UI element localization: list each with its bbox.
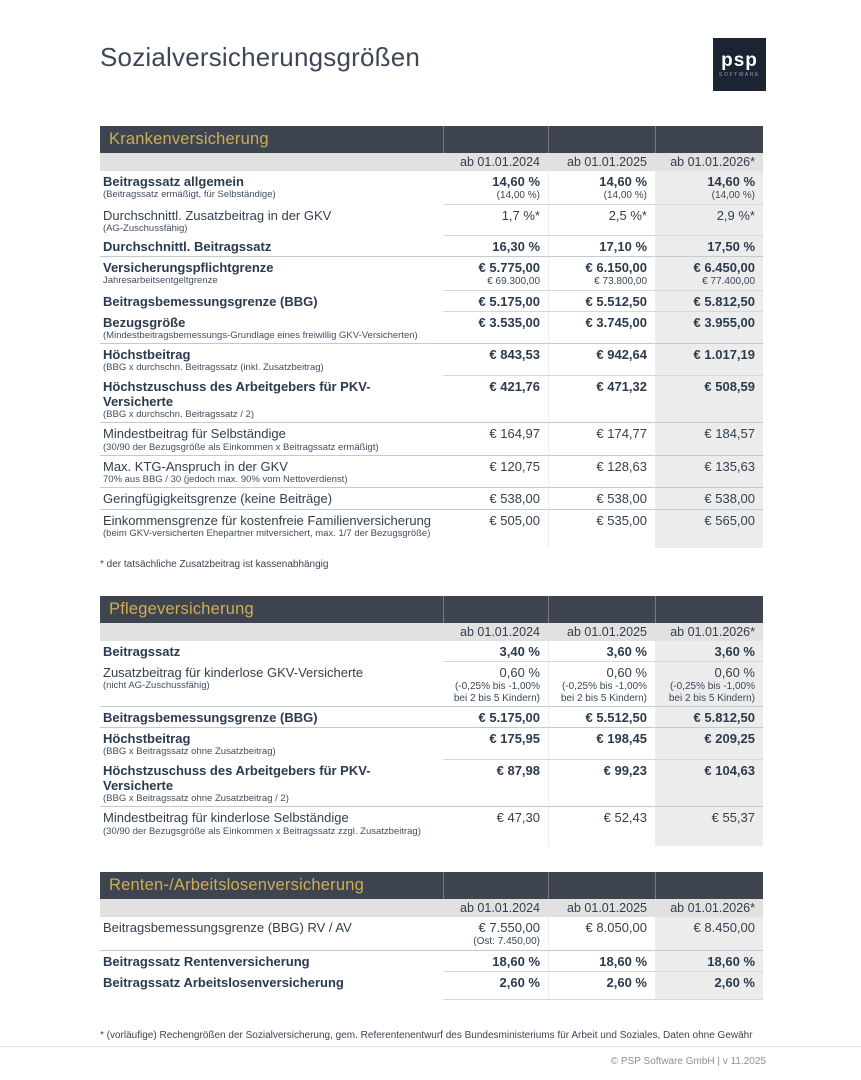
column-header-row: [100, 153, 763, 171]
value-cell: [548, 488, 655, 509]
row-label: Beitragsbemessungsgrenze (BBG) RV / AV: [103, 919, 352, 935]
table-row: [100, 951, 763, 972]
row-value: 2,5 %*: [608, 207, 647, 223]
row-value: € 184,57: [704, 426, 755, 442]
table-header-bar: [100, 126, 763, 153]
row-value: 17,50 %: [707, 239, 755, 255]
column-header-2025: ab 01.01.2025: [567, 625, 647, 640]
value-cell: [548, 291, 655, 312]
row-value: € 421,76: [489, 378, 540, 394]
value-cell: [655, 456, 763, 489]
psp-logo-text: psp: [721, 50, 758, 71]
row-value: € 209,25: [704, 731, 755, 747]
table-row: [100, 171, 763, 205]
header-bar-cell: [548, 126, 655, 153]
value-cell: [443, 291, 548, 312]
column-header-empty: [100, 899, 443, 917]
page-title: Sozialversicherungsgrößen: [100, 42, 421, 72]
row-subvalue: (14,00 %): [711, 190, 755, 202]
row-subvalue: (14,00 %): [603, 190, 647, 202]
value-cell: [548, 917, 655, 951]
row-label: Höchstbeitrag: [103, 731, 191, 747]
row-label: Geringfügigkeitsgrenze (keine Beiträge): [103, 491, 333, 507]
value-cell: [548, 423, 655, 456]
table-title: Renten-/Arbeitslosenversicherung: [109, 875, 364, 894]
column-header-2026: ab 01.01.2026*: [670, 155, 755, 169]
value-cell: [655, 423, 763, 456]
column-header-2024: ab 01.01.2024: [460, 155, 540, 169]
table-renten-arbeitslosenversicherung: [100, 872, 763, 1000]
row-value: 14,60 %: [599, 174, 647, 189]
row-value: 16,30 %: [492, 239, 540, 255]
row-value: 1,7 %*: [501, 207, 540, 223]
footer-text: © PSP Software GmbH | v 11.2025: [610, 1056, 766, 1067]
value-cell: [548, 456, 655, 489]
table-row: [100, 707, 763, 728]
row-value: € 52,43: [603, 810, 647, 826]
row-subvalue: € 77.400,00: [702, 276, 755, 288]
value-cell: [655, 344, 763, 376]
value-cell: [548, 510, 655, 549]
value-cell: [655, 257, 763, 291]
row-value: € 6.150,00: [585, 260, 647, 276]
value-cell: [655, 951, 763, 972]
header-bar-cell: [443, 126, 548, 153]
column-header-2026: ab 01.01.2026*: [670, 900, 755, 915]
row-label-cell: [100, 456, 443, 489]
row-sublabel: (30/90 der Bezugsgröße als Einkommen x Beitragssatz zzgl. Zusatzbeitrag): [103, 825, 421, 837]
row-label-cell: [100, 917, 443, 951]
value-cell: [548, 728, 655, 760]
row-value: € 8.050,00: [585, 919, 647, 935]
psp-logo: [713, 38, 766, 91]
footnote-krankenversicherung: * der tatsächliche Zusatzbeitrag ist kassenabhängig: [100, 559, 329, 571]
row-value: € 8.450,00: [693, 919, 755, 935]
table-row: [100, 510, 763, 549]
row-label-cell: [100, 423, 443, 456]
row-label: Beitragsbemessungsgrenze (BBG): [103, 293, 318, 309]
value-cell: [655, 641, 763, 662]
table-rows: [100, 171, 763, 548]
row-label-cell: [100, 510, 443, 549]
row-value: € 5.812,50: [693, 293, 755, 309]
value-cell: [548, 641, 655, 662]
row-value: € 5.512,50: [585, 710, 647, 726]
value-cell: [548, 171, 655, 205]
psp-logo-subtext: SOFTWARE: [719, 72, 760, 78]
table-row: [100, 488, 763, 509]
row-value: € 174,77: [596, 426, 647, 442]
value-cell: [548, 236, 655, 257]
value-cell: [548, 205, 655, 237]
row-value: € 99,23: [603, 762, 647, 778]
value-cell: [443, 236, 548, 257]
table-row: [100, 456, 763, 489]
row-value: € 5.175,00: [478, 293, 540, 309]
table-row: [100, 291, 763, 312]
table-header-bar: [100, 872, 763, 899]
row-value: € 104,63: [704, 762, 755, 778]
row-value: € 120,75: [489, 458, 540, 474]
value-cell: [655, 728, 763, 760]
header-bar-cell: [655, 126, 763, 153]
row-label-cell: [100, 662, 443, 707]
table-row: [100, 312, 763, 345]
value-cell: [443, 171, 548, 205]
value-cell: [443, 662, 548, 707]
row-value: € 47,30: [496, 810, 540, 826]
value-cell: [443, 423, 548, 456]
row-label-cell: [100, 707, 443, 728]
value-cell: [443, 257, 548, 291]
row-label-cell: [100, 972, 443, 1000]
row-label: Max. KTG-Anspruch in der GKV: [103, 458, 288, 474]
row-label: Beitragssatz: [103, 644, 181, 660]
row-label-cell: [100, 760, 443, 808]
value-cell: [548, 344, 655, 376]
row-value: € 843,53: [489, 347, 540, 363]
value-cell: [655, 205, 763, 237]
row-value: 2,60 %: [499, 974, 540, 990]
table-pflegeversicherung: [100, 596, 763, 846]
value-cell: [443, 807, 548, 846]
table-row: [100, 257, 763, 291]
row-sublabel: (nicht AG-Zuschussfähig): [103, 680, 210, 692]
row-label-cell: [100, 236, 443, 257]
row-label-cell: [100, 376, 443, 424]
value-cell: [548, 760, 655, 808]
row-value: 18,60 %: [599, 953, 647, 969]
row-value: 17,10 %: [599, 239, 647, 255]
row-label: Höchstbeitrag: [103, 347, 191, 363]
row-label: Versicherungspflichtgrenze: [103, 260, 274, 276]
bottom-footnote: * (vorläufige) Rechengrößen der Sozialversicherung, gem. Referentenentwurf des Bundesministeriums für Arbeit und Soziales, Daten ohne Gewähr: [100, 1029, 753, 1041]
row-value: € 535,00: [596, 512, 647, 528]
value-cell: [548, 312, 655, 345]
row-value: € 508,59: [704, 378, 755, 394]
row-label: Einkommensgrenze für kostenfreie Familienversicherung: [103, 512, 432, 528]
table-row: [100, 807, 763, 846]
column-header-2025: ab 01.01.2025: [567, 155, 647, 169]
value-cell: [443, 312, 548, 345]
value-cell: [443, 728, 548, 760]
header-bar-cell: [548, 872, 655, 899]
row-subvalue: € 69.300,00: [487, 276, 540, 288]
row-label-cell: [100, 951, 443, 972]
column-header-2026: ab 01.01.2026*: [670, 625, 755, 640]
column-header-row: [100, 623, 763, 641]
value-cell: [655, 972, 763, 1000]
table-title: Krankenversicherung: [109, 130, 269, 148]
row-subvalue: (14,00 %): [496, 190, 540, 202]
column-header-2024: ab 01.01.2024: [460, 900, 540, 915]
row-label-cell: [100, 205, 443, 237]
row-value: 2,9 %*: [716, 207, 755, 223]
row-value: 0,60 %: [499, 665, 540, 681]
header-bar-cell: [443, 872, 548, 899]
row-label: Durchschnittl. Zusatzbeitrag in der GKV: [103, 207, 332, 223]
row-value: € 538,00: [704, 491, 755, 507]
row-subvalue: (Ost: 7.450,00): [473, 936, 540, 948]
row-label: Mindestbeitrag für Selbständige: [103, 426, 286, 442]
row-value: € 55,37: [711, 810, 755, 826]
column-header-2025: ab 01.01.2025: [567, 900, 647, 915]
row-label: Beitragssatz Rentenversicherung: [103, 953, 310, 969]
row-value: 0,60 %: [714, 665, 755, 681]
value-cell: [548, 707, 655, 728]
table-row: [100, 205, 763, 237]
row-label-cell: [100, 807, 443, 846]
table-rows: [100, 917, 763, 1000]
row-label-cell: [100, 312, 443, 345]
row-sublabel: (beim GKV-versicherten Ehepartner mitversichert, max. 1/7 der Bezugsgröße): [103, 527, 431, 539]
row-value: € 505,00: [489, 512, 540, 528]
value-cell: [443, 488, 548, 509]
value-cell: [548, 807, 655, 846]
value-cell: [443, 376, 548, 424]
row-value: € 3.745,00: [585, 314, 647, 330]
row-label: Zusatzbeitrag für kinderlose GKV-Versicherte: [103, 665, 364, 681]
row-value: € 5.775,00: [478, 260, 540, 276]
row-value: 14,60 %: [707, 174, 755, 189]
value-cell: [655, 312, 763, 345]
value-cell: [655, 376, 763, 424]
row-label-cell: [100, 291, 443, 312]
value-cell: [655, 917, 763, 951]
row-value: € 3.535,00: [478, 314, 540, 330]
row-value: 2,60 %: [714, 974, 755, 990]
row-value: € 565,00: [704, 512, 755, 528]
value-cell: [548, 376, 655, 424]
table-row: [100, 344, 763, 376]
table-row: [100, 728, 763, 760]
row-value: € 135,63: [704, 458, 755, 474]
row-value: € 5.812,50: [693, 710, 755, 726]
value-cell: [655, 236, 763, 257]
row-label-cell: [100, 344, 443, 376]
page-footer: [0, 1046, 861, 1080]
row-sublabel: (BBG x durchschn. Beitragssatz (inkl. Zusatzbeitrag): [103, 362, 324, 374]
row-value: 3,60 %: [714, 644, 755, 660]
value-cell: [655, 707, 763, 728]
row-value: 14,60 %: [492, 174, 540, 189]
header-bar-cell: [655, 872, 763, 899]
row-value: € 538,00: [489, 491, 540, 507]
value-cell: [655, 291, 763, 312]
value-cell: [443, 972, 548, 1000]
value-cell: [548, 951, 655, 972]
row-sublabel: 70% aus BBG / 30 (jedoch max. 90% vom Nettoverdienst): [103, 474, 348, 486]
row-value: € 175,95: [489, 731, 540, 747]
row-value: € 198,45: [596, 731, 647, 747]
table-row: [100, 423, 763, 456]
row-label: Höchstzuschuss des Arbeitgebers für PKV-Versicherte: [103, 378, 371, 409]
value-cell: [443, 917, 548, 951]
table-row: [100, 917, 763, 951]
row-value: € 164,97: [489, 426, 540, 442]
value-cell: [548, 257, 655, 291]
row-subvalue: (-0,25% bis -1,00% bei 2 bis 5 Kindern): [453, 681, 540, 704]
value-cell: [655, 488, 763, 509]
row-value: € 5.512,50: [585, 293, 647, 309]
row-sublabel: Jahresarbeitsentgeltgrenze: [103, 275, 218, 287]
column-header-row: [100, 899, 763, 917]
row-label-cell: [100, 728, 443, 760]
row-value: € 128,63: [596, 458, 647, 474]
header-bar-cell: [443, 596, 548, 623]
column-header-empty: [100, 623, 443, 641]
value-cell: [443, 205, 548, 237]
value-cell: [655, 807, 763, 846]
table-row: [100, 376, 763, 424]
row-value: 0,60 %: [606, 665, 647, 681]
value-cell: [443, 707, 548, 728]
table-row: [100, 760, 763, 808]
row-value: 18,60 %: [707, 953, 755, 969]
table-row: [100, 641, 763, 662]
value-cell: [443, 760, 548, 808]
row-label: Beitragsbemessungsgrenze (BBG): [103, 710, 318, 726]
row-value: € 1.017,19: [693, 347, 755, 363]
row-value: 18,60 %: [492, 953, 540, 969]
content: [0, 42, 861, 1041]
row-value: 3,60 %: [606, 644, 647, 660]
value-cell: [548, 662, 655, 707]
value-cell: [443, 951, 548, 972]
row-value: € 3.955,00: [693, 314, 755, 330]
column-header-empty: [100, 153, 443, 171]
header-bar-cell: [548, 596, 655, 623]
row-value: € 5.175,00: [478, 710, 540, 726]
row-label: Beitragssatz allgemein: [103, 174, 244, 189]
value-cell: [443, 344, 548, 376]
header-bar-cell: [655, 596, 763, 623]
row-sublabel: (Mindestbeitragsbemessungs-Grundlage eines freiwillig GKV-Versicherten): [103, 329, 418, 341]
row-label-cell: [100, 257, 443, 291]
value-cell: [655, 510, 763, 549]
row-label: Höchstzuschuss des Arbeitgebers für PKV-Versicherte: [103, 762, 371, 793]
row-label: Durchschnittl. Beitragssatz: [103, 239, 272, 255]
row-sublabel: (AG-Zuschussfähig): [103, 222, 188, 234]
value-cell: [443, 641, 548, 662]
value-cell: [548, 972, 655, 1000]
value-cell: [443, 456, 548, 489]
row-sublabel: (Beitragssatz ermäßigt, für Selbständige): [103, 189, 276, 201]
table-header-bar: [100, 596, 763, 623]
column-header-2024: ab 01.01.2024: [460, 625, 540, 640]
value-cell: [443, 510, 548, 549]
row-value: € 471,32: [596, 378, 647, 394]
row-label-cell: [100, 488, 443, 509]
row-label-cell: [100, 171, 443, 205]
table-title: Pflegeversicherung: [109, 600, 254, 619]
row-sublabel: (30/90 der Bezugsgröße als Einkommen x Beitragssatz ermäßigt): [103, 441, 379, 453]
row-value: € 6.450,00: [693, 260, 755, 276]
row-value: 2,60 %: [606, 974, 647, 990]
row-value: € 87,98: [496, 762, 540, 778]
row-label-cell: [100, 641, 443, 662]
value-cell: [655, 171, 763, 205]
row-label: Mindestbeitrag für kinderlose Selbständige: [103, 810, 349, 826]
row-label: Beitragssatz Arbeitslosenversicherung: [103, 974, 344, 990]
row-value: 3,40 %: [499, 644, 540, 660]
row-subvalue: € 73.800,00: [594, 276, 647, 288]
row-label: Bezugsgröße: [103, 314, 186, 330]
row-value: € 942,64: [596, 347, 647, 363]
row-sublabel: (BBG x Beitragssatz ohne Zusatzbeitrag / 2): [103, 792, 289, 804]
row-sublabel: (BBG x durchschn. Beitragssatz / 2): [103, 409, 255, 421]
table-rows: [100, 641, 763, 846]
table-row: [100, 236, 763, 257]
table-krankenversicherung: [100, 126, 763, 548]
row-value: € 7.550,00: [478, 919, 540, 935]
value-cell: [655, 662, 763, 707]
row-value: € 538,00: [596, 491, 647, 507]
table-row: [100, 972, 763, 1000]
row-sublabel: (BBG x Beitragssatz ohne Zusatzbeitrag): [103, 746, 276, 758]
value-cell: [655, 760, 763, 808]
row-subvalue: (-0,25% bis -1,00% bei 2 bis 5 Kindern): [560, 681, 647, 704]
table-row: [100, 662, 763, 707]
row-subvalue: (-0,25% bis -1,00% bei 2 bis 5 Kindern): [668, 681, 755, 704]
